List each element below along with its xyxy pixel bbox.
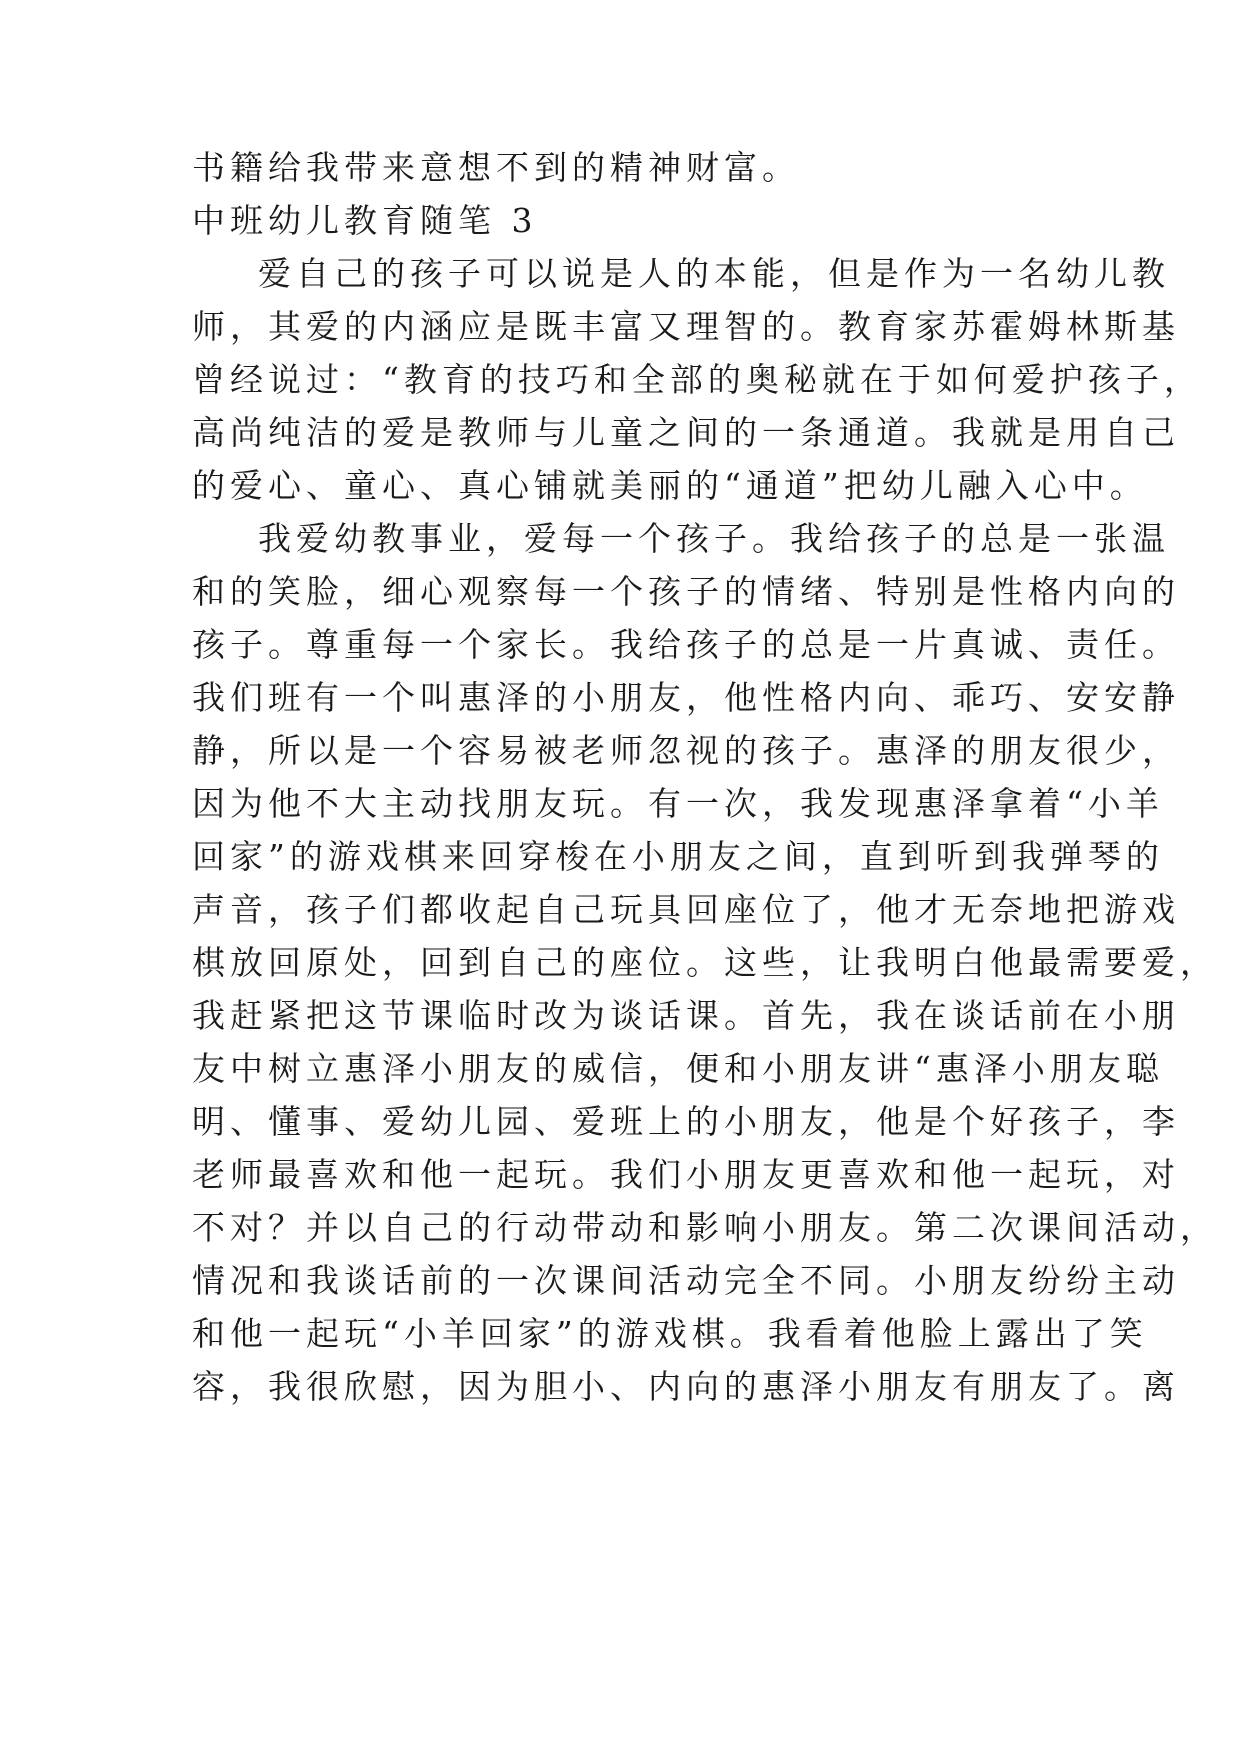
- section-title: 中班幼儿教育随笔 3: [192, 201, 538, 240]
- text-line: 我爱幼教事业，爱每一个孩子。我给孩子的总是一张温: [258, 519, 1170, 558]
- text-line: 因为他不大主动找朋友玩。有一次，我发现惠泽拿着“小羊: [192, 784, 1164, 823]
- text-line: 容，我很欣慰，因为胆小、内向的惠泽小朋友有朋友了。离: [192, 1367, 1180, 1406]
- text-line: 书籍给我带来意想不到的精神财富。: [192, 148, 800, 187]
- text-line: 曾经说过：“教育的技巧和全部的奥秘就在于如何爱护孩子，: [192, 360, 1202, 399]
- text-line: 回家”的游戏棋来回穿梭在小朋友之间，直到听到我弹琴的: [192, 837, 1164, 876]
- text-line: 师，其爱的内涵应是既丰富又理智的。教育家苏霍姆林斯基: [192, 307, 1180, 346]
- text-line: 和的笑脸，细心观察每一个孩子的情绪、特别是性格内向的: [192, 572, 1180, 611]
- text-line: 孩子。尊重每一个家长。我给孩子的总是一片真诚、责任。: [192, 625, 1180, 664]
- text-line: 的爱心、童心、真心铺就美丽的“通道”把幼儿融入心中。: [192, 466, 1148, 505]
- text-line: 高尚纯洁的爱是教师与儿童之间的一条通道。我就是用自己: [192, 413, 1180, 452]
- text-line: 和他一起玩“小羊回家”的游戏棋。我看着他脸上露出了笑: [192, 1314, 1148, 1353]
- text-line: 不对？并以自己的行动带动和影响小朋友。第二次课间活动，: [192, 1208, 1218, 1247]
- text-line: 爱自己的孩子可以说是人的本能，但是作为一名幼儿教: [258, 254, 1170, 293]
- text-line: 友中树立惠泽小朋友的威信，便和小朋友讲“惠泽小朋友聪: [192, 1049, 1164, 1088]
- text-line: 情况和我谈话前的一次课间活动完全不同。小朋友纷纷主动: [192, 1261, 1180, 1300]
- text-line: 我赶紧把这节课临时改为谈话课。首先，我在谈话前在小朋: [192, 996, 1180, 1035]
- text-line: 我们班有一个叫惠泽的小朋友，他性格内向、乖巧、安安静: [192, 678, 1180, 717]
- text-line: 老师最喜欢和他一起玩。我们小朋友更喜欢和他一起玩，对: [192, 1155, 1180, 1194]
- text-line: 棋放回原处，回到自己的座位。这些，让我明白他最需要爱，: [192, 943, 1218, 982]
- text-line: 明、懂事、爱幼儿园、爱班上的小朋友，他是个好孩子，李: [192, 1102, 1180, 1141]
- text-line: 静，所以是一个容易被老师忽视的孩子。惠泽的朋友很少，: [192, 731, 1180, 770]
- text-line: 声音，孩子们都收起自己玩具回座位了，他才无奈地把游戏: [192, 890, 1180, 929]
